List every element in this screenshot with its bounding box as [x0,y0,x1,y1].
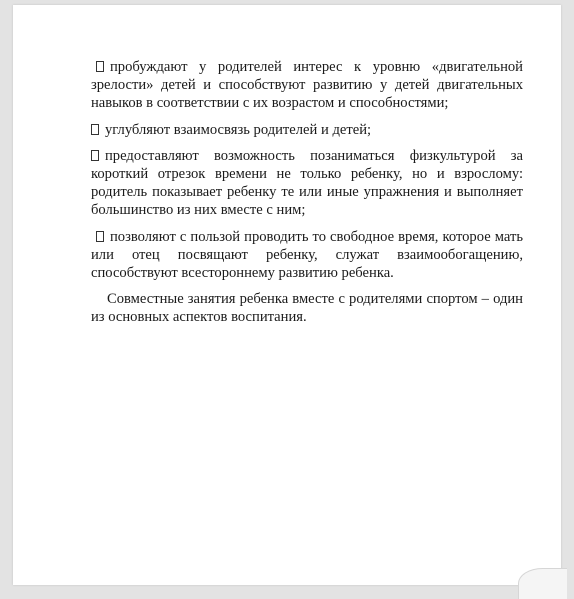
document-page [13,5,561,585]
bullet-text-2: углубляют взаимосвязь родителей и детей; [105,121,372,138]
bullet-paragraph-1 [91,58,523,113]
missing-glyph-box-icon [96,231,104,242]
page-curl-decoration [518,568,567,599]
bullet-paragraph-2 [91,121,523,139]
bullet-text-4: позволяют с пользой проводить то свободное время, которое мать или отец посвящают ребенку, служат взаимообогащению, способствуют всестороннему развитию ребенка. [91,228,523,282]
missing-glyph-box-icon [91,150,99,161]
bullet-paragraph-4 [91,228,523,283]
closing-paragraph: Совместные занятия ребенка вместе с родителями спортом – один из основных аспектов воспитания. [91,291,523,326]
bullet-text-1: пробуждают у родителей интерес к уровню «двигательной зрелости» детей и способствуют развитию у детей двигательных навыков в соответствии с их возрастом и способностями; [91,59,523,112]
missing-glyph-box-icon [91,124,99,135]
bullet-text-3: предоставляют возможность позаниматься физкультурой за короткий отрезок времени не только ребенку, но и взрослому: родитель показывает ребенку те или иные упражнения и выполняет большинство из них вместе с ним; [91,147,523,219]
missing-glyph-box-icon [96,61,104,72]
document-body [91,58,523,335]
bullet-paragraph-3 [91,147,523,220]
